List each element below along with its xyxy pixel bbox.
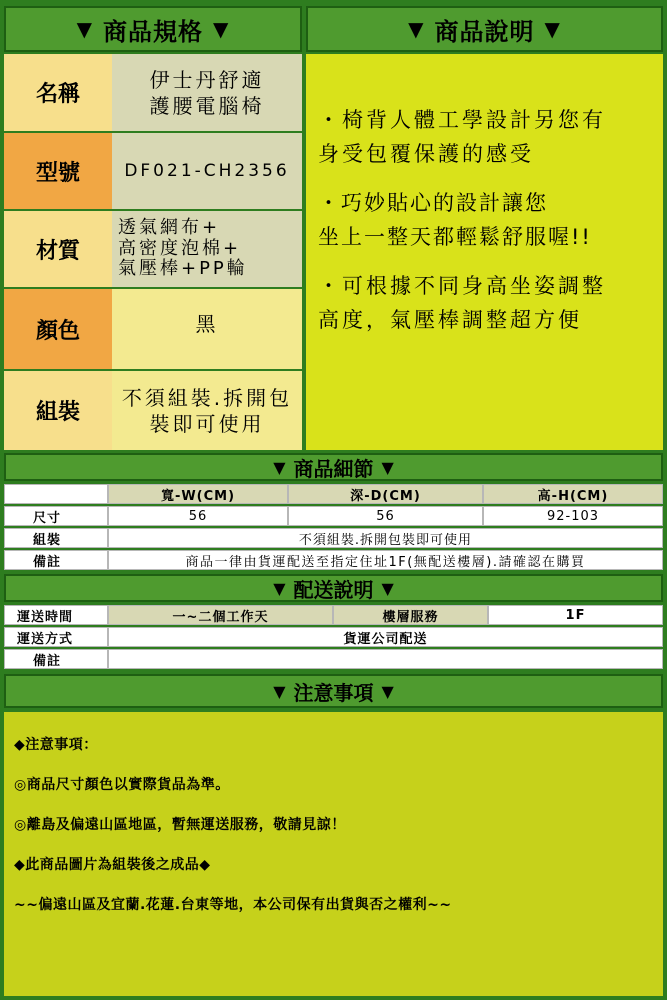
column-header: 深-D(CM) [288, 484, 483, 504]
delivery-note-value [108, 649, 663, 669]
row-label: 組裝 [4, 528, 108, 548]
table-row [4, 649, 663, 669]
spec-row-name [4, 54, 302, 131]
desc-header [306, 6, 663, 52]
triangle-down-icon: ▼ [273, 457, 286, 477]
notice-line: ◆此商品圖片為組裝後之成品◆ [14, 857, 211, 873]
size-depth: 56 [288, 506, 483, 526]
row-label: 備註 [4, 649, 108, 669]
triangle-down-icon: ▼ [273, 681, 286, 701]
triangle-down-icon: ▼ [381, 578, 394, 598]
spec-value: DF021-CH2356 [112, 133, 302, 209]
description-point: ・巧妙貼心的設計讓您 坐上一整天都輕鬆舒服喔!! [318, 191, 592, 249]
floor-service-value: 1F [488, 605, 663, 625]
table-row [4, 627, 663, 647]
table-row [4, 506, 663, 526]
spec-header [4, 6, 302, 52]
row-label: 運送方式 [4, 627, 108, 647]
spec-header-title: 商品規格 [103, 17, 203, 46]
spec-row-material [4, 211, 302, 287]
triangle-down-icon: ▼ [544, 17, 561, 41]
table-row [4, 484, 663, 504]
notice-panel [4, 712, 663, 996]
row-label: 運送時間 [4, 605, 108, 625]
delivery-header [4, 574, 663, 602]
spec-value: 不須組裝.拆開包 裝即可使用 [112, 371, 302, 450]
notice-line: ~~偏遠山區及宜蘭.花蓮.台東等地，本公司保有出貨與否之權利~~ [14, 897, 452, 913]
note-value: 商品一律由貨運配送至指定住址1F(無配送樓層).請確認在購買 [108, 550, 663, 570]
detail-header [4, 453, 663, 481]
delivery-method-value: 貨運公司配送 [108, 627, 663, 647]
triangle-down-icon: ▼ [381, 681, 394, 701]
column-header: 高-H(CM) [483, 484, 663, 504]
table-row [4, 528, 663, 548]
spec-value: 伊士丹舒適 護腰電腦椅 [112, 54, 302, 131]
row-label: 尺寸 [4, 506, 108, 526]
description-panel [306, 54, 663, 450]
notice-line: ◆注意事項： [14, 737, 98, 753]
table-row [4, 550, 663, 570]
description-point: ・可根據不同身高坐姿調整 高度，氣壓棒調整超方便 [318, 274, 606, 332]
spec-label: 名稱 [4, 54, 112, 131]
delivery-header-title: 配送說明 [293, 577, 374, 602]
delivery-table [4, 605, 663, 671]
notice-line: ◎商品尺寸顏色以實際貨品為準。 [14, 777, 230, 793]
spec-row-assembly [4, 371, 302, 450]
notice-line: ◎離島及偏遠山區地區，暫無運送服務，敬請見諒！ [14, 817, 346, 833]
description-point: ・椅背人體工學設計另您有 身受包覆保護的感受 [318, 108, 606, 166]
column-header: 寬-W(CM) [108, 484, 288, 504]
spec-label: 型號 [4, 133, 112, 209]
table-row [4, 605, 663, 625]
triangle-down-icon: ▼ [381, 457, 394, 477]
delivery-time-value: 一~二個工作天 [108, 605, 333, 625]
size-height: 92-103 [483, 506, 663, 526]
spec-row-model [4, 133, 302, 209]
spec-row-color [4, 289, 302, 369]
spec-value: 透氣網布+ 高密度泡棉+ 氣壓棒+PP輪 [112, 211, 302, 287]
size-width: 56 [108, 506, 288, 526]
triangle-down-icon: ▼ [408, 17, 425, 41]
row-label: 備註 [4, 550, 108, 570]
assembly-value: 不須組裝.拆開包裝即可使用 [108, 528, 663, 548]
spec-value: 黑 [112, 289, 302, 369]
table-corner [4, 484, 108, 504]
spec-label: 組裝 [4, 371, 112, 450]
detail-table [4, 484, 663, 572]
triangle-down-icon: ▼ [76, 17, 93, 41]
triangle-down-icon: ▼ [213, 17, 230, 41]
spec-label: 顏色 [4, 289, 112, 369]
desc-header-title: 商品說明 [434, 17, 535, 46]
notice-header-title: 注意事項 [293, 680, 374, 705]
floor-service-label: 樓層服務 [333, 605, 488, 625]
detail-header-title: 商品細節 [293, 456, 374, 481]
spec-label: 材質 [4, 211, 112, 287]
triangle-down-icon: ▼ [273, 578, 286, 598]
notice-header [4, 674, 663, 708]
